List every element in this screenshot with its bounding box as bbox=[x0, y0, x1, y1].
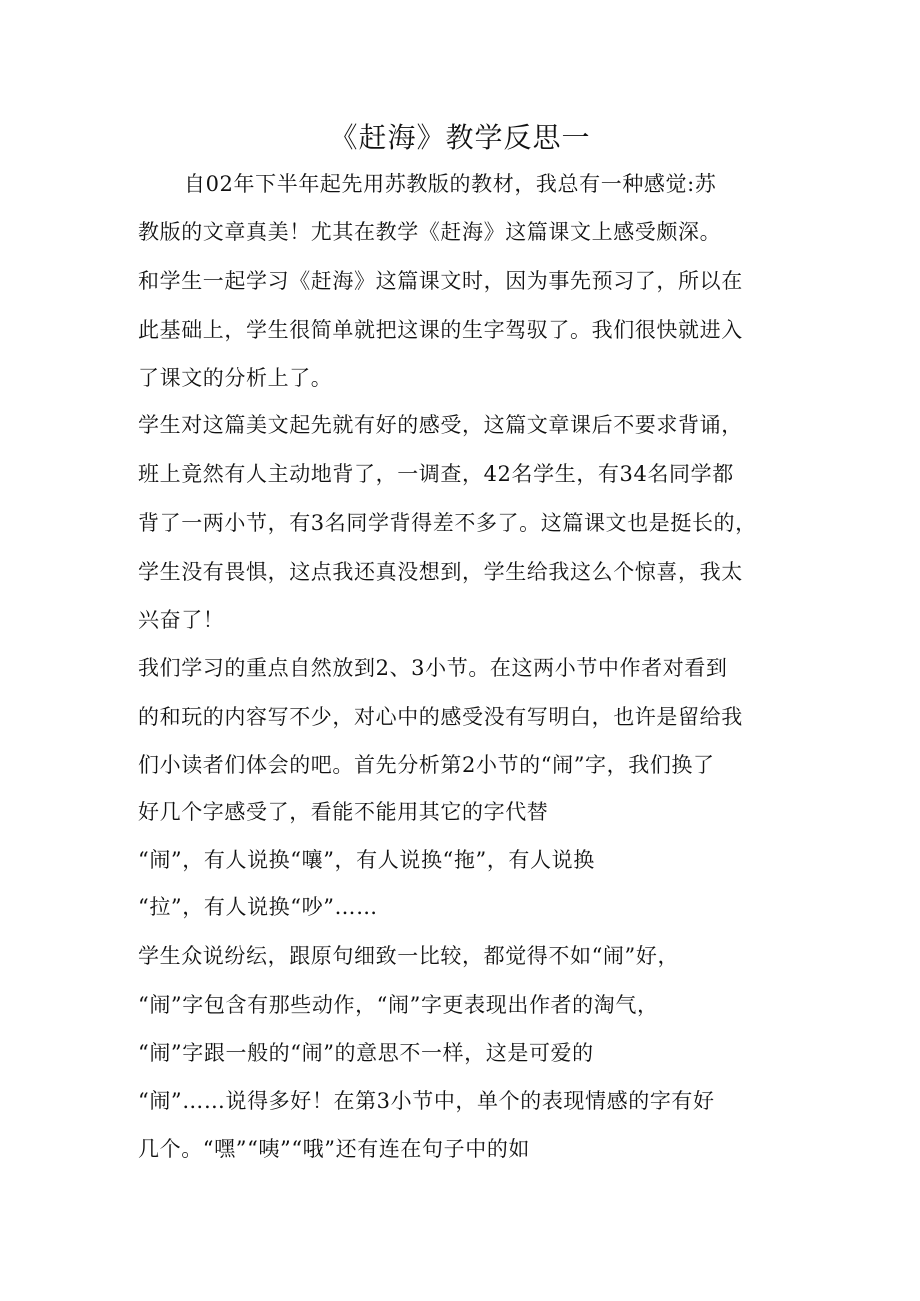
text-line: “闹”字包含有那些动作，“闹”字更表现出作者的淘气， bbox=[138, 993, 659, 1017]
text-line: 班上竟然有人主动地背了，一调查，42名学生，有34名同学都 bbox=[138, 462, 734, 486]
text-line: 我们学习的重点自然放到2、3小节。在这两小节中作者对看到 bbox=[138, 656, 728, 680]
text-line: 们小读者们体会的吧。首先分析第2小节的“闹”字，我们换了 bbox=[138, 753, 715, 777]
text-line: 此基础上，学生很简单就把这课的生字驾驭了。我们很快就进入 bbox=[138, 318, 743, 342]
text-line: “闹”字跟一般的“闹”的意思不一样，这是可爱的 bbox=[138, 1041, 594, 1065]
text-line: “拉”，有人说换“吵”…… bbox=[138, 895, 378, 919]
text-line: 背了一两小节，有3名同学背得差不多了。这篇课文也是挺长的， bbox=[138, 511, 757, 535]
document-title: 《赶海》教学反思一 bbox=[329, 121, 591, 154]
text-line: 兴奋了！ bbox=[138, 608, 225, 632]
text-line: 学生没有畏惧，这点我还真没想到，学生给我这么个惊喜，我太 bbox=[138, 560, 743, 584]
text-line: 几个。“嘿”“咦”“哦”还有连在句子中的如 bbox=[138, 1137, 531, 1161]
text-line: 自02年下半年起先用苏教版的教材，我总有一种感觉:苏 bbox=[184, 172, 717, 196]
text-line: 和学生一起学习《赶海》这篇课文时，因为事先预习了，所以在 bbox=[138, 269, 743, 293]
text-line: 学生对这篇美文起先就有好的感受，这篇文章课后不要求背诵， bbox=[138, 413, 743, 437]
text-line: 的和玩的内容写不少，对心中的感受没有写明白，也许是留给我 bbox=[138, 705, 743, 729]
text-line: 教版的文章真美！尤其在教学《赶海》这篇课文上感受颇深。 bbox=[138, 220, 722, 244]
text-line: “闹”，有人说换“嚷”，有人说换“拖”，有人说换 bbox=[138, 848, 595, 872]
text-line: 好几个字感受了，看能不能用其它的字代替 bbox=[138, 800, 549, 824]
text-line: 学生众说纷纭，跟原句细致一比较，都觉得不如“闹”好， bbox=[138, 944, 680, 968]
text-line: 了课文的分析上了。 bbox=[138, 366, 333, 390]
text-line: “闹”……说得多好！在第3小节中，单个的表现情感的字有好 bbox=[138, 1089, 715, 1113]
